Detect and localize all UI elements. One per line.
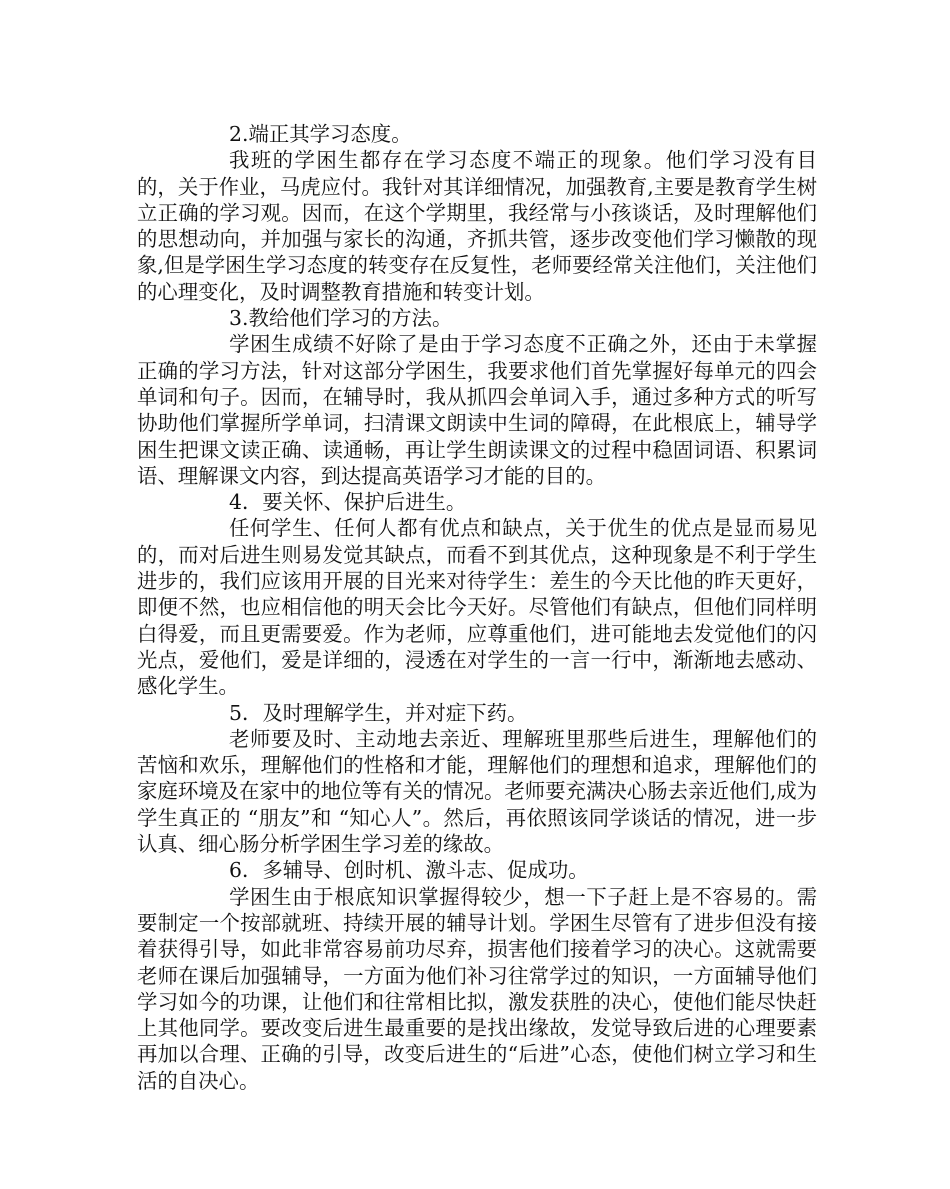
section-paragraph: 任何学生、任何人都有优点和缺点，关于优生的优点是显而易见的，而对后进生则易发觉其缺点，而看不到其优点，这种现象是不利于学生进步的，我们应该用开展的目光来对待学生：差生的今天比他的昨天更好，即便不然，也应相信他的明天会比今天好。尽管他们有缺点，但他们同样明白得爱，而且更需要爱。作为老师，应尊重他们，进可能地去发觉他们的闪光点，爱他们，爱是详细的，浸透在对学生的一言一行中，渐渐地去感动、感化学生。	[137, 516, 817, 699]
section-heading: 3.教给他们学习的方法。	[229, 306, 453, 331]
section-heading: 5．及时理解学生，并对症下药。	[229, 700, 528, 725]
section-paragraph: 我班的学困生都存在学习态度不端正的现象。他们学习没有目的，关于作业，马虎应付。我针对其详细情况，加强教育,主要是教育学生树立正确的学习观。因而，在这个学期里，我经常与小孩谈话，及时理解他们的思想动向，并加强与家长的沟通，齐抓共管，逐步改变他们学习懒散的现象,但是学困生学习态度的转变存在反复性，老师要经常关注他们，关注他们的心理变化，及时调整教育措施和转变计划。	[137, 148, 817, 304]
section-heading: 4．要关怀、保护后进生。	[229, 490, 467, 515]
section-paragraph: 学困生由于根底知识掌握得较少，想一下子赶上是不容易的。需要制定一个按部就班、持续开展的辅导计划。学困生尽管有了进步但没有接着获得引导，如此非常容易前功尽弃，损害他们接着学习的决心。这就需要老师在课后加强辅导，一方面为他们补习往常学过的知识，一方面辅导他们学习如今的功课，让他们和往常相比拟，激发获胜的决心，使他们能尽快赶上其他同学。要改变后进生最重要的是找出缘故，发觉导致后进的心理要素再加以合理、正确的引导，改变后进生的“后进”心态，使他们树立学习和生活的自决心。	[137, 884, 817, 1093]
section-paragraph: 学困生成绩不好除了是由于学习态度不正确之外，还由于未掌握正确的学习方法，针对这部分学困生，我要求他们首先掌握好每单元的四会单词和句子。因而，在辅导时，我从抓四会单词入手，通过多种方式的听写协助他们掌握所学单词，扫清课文朗读中生词的障碍，在此根底上，辅导学困生把课文读正确、读通畅，再让学生朗读课文的过程中稳固词语、积累词语、理解课文内容，到达提高英语学习才能的目的。	[137, 332, 817, 488]
section-heading: 2.端正其学习态度。	[229, 122, 412, 146]
document-body	[137, 121, 817, 1094]
section-paragraph: 老师要及时、主动地去亲近、理解班里那些后进生，理解他们的苦恼和欢乐，理解他们的性格和才能，理解他们的理想和追求，理解他们的家庭环境及在家中的地位等有关的情况。老师要充满决心肠去亲近他们,成为学生真正的 “朋友”和 “知心人”。然后，再依照该同学谈话的情况，进一步认真、细心肠分析学困生学习差的缘故。	[137, 726, 817, 857]
section-heading: 6．多辅导、创时机、激斗志、促成功。	[229, 858, 589, 883]
